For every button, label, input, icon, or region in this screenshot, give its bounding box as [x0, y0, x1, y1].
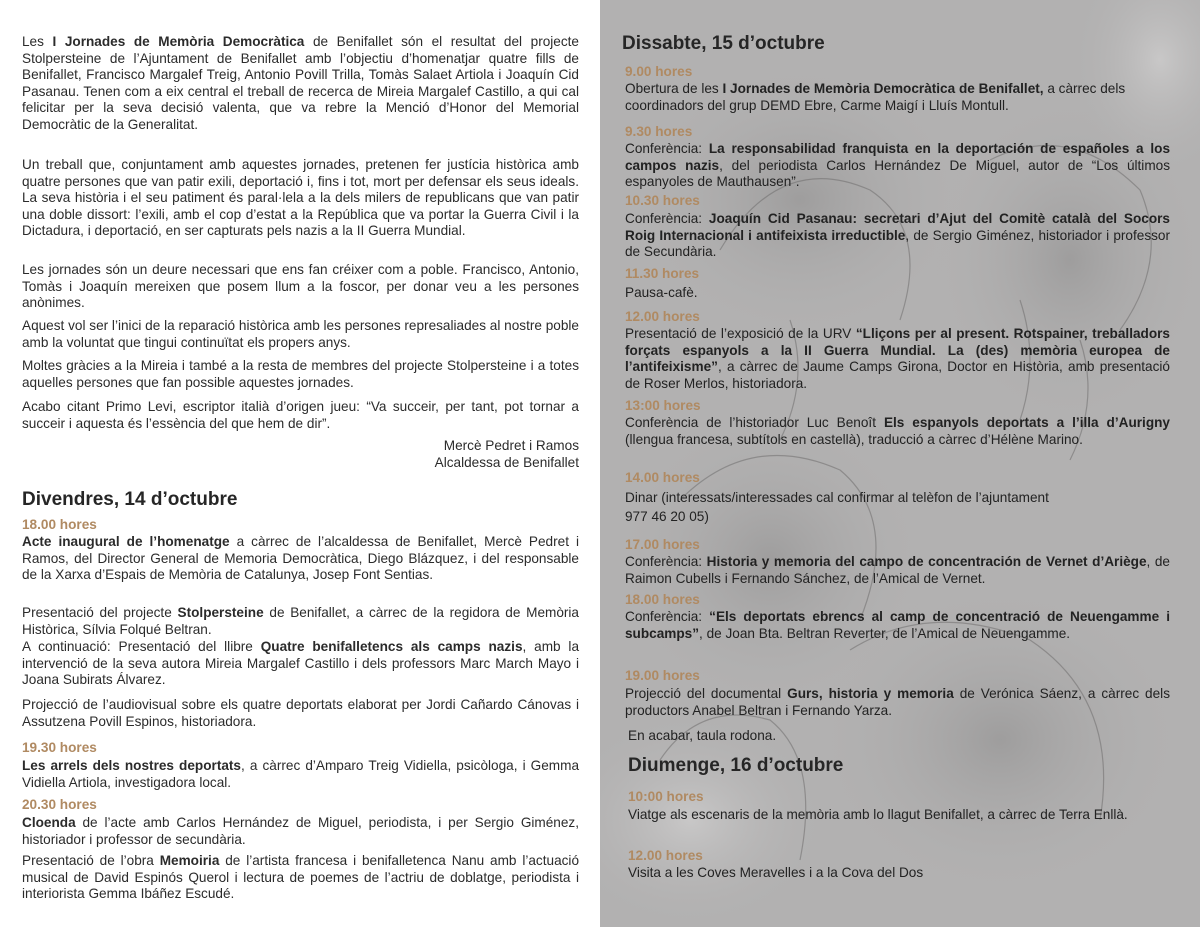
saturday-event-7: [625, 488, 1170, 526]
intro-paragraph-3: Les jornades són un deure necessari que ens fan créixer com a poble. Francisco, Antonio, Tomàs i Joaquín mereixen que posem llum a la foscor, per donar veu a les persones anònimes.: [22, 262, 579, 311]
friday-event-7: [22, 853, 579, 903]
event-text: , a càrrec d’Amparo Treig Vidiella, psicòloga, i Gemma Vidiella Artiola, investigadora local.: [22, 758, 580, 790]
friday-event-5: [22, 758, 579, 791]
event-title: Joaquín Cid Pasanau: secretari d’Ajut del Comitè català del Socors Roig Internacional i antifeixista irreductible: [625, 211, 1170, 243]
time-label: 12.00 hores: [625, 309, 700, 324]
event-text: Conferència:: [625, 554, 707, 569]
event-title: Acte inaugural de l’homenatge: [22, 534, 230, 549]
intro-paragraph-6: Acabo citant Primo Levi, escriptor italià d’origen jueu: “Va succeir, per tant, pot tornar a succeir i aquesta és l’essència del que hem de dir”.: [22, 399, 579, 431]
saturday-event-6: [625, 415, 1170, 448]
event-title: Gurs, historia y memoria: [787, 686, 954, 701]
event-text: de l’acte amb Carlos Hernández de Miguel, periodista, i per Sergio Giménez, historiador i professor de secundària.: [22, 815, 579, 847]
intro-text: Les: [22, 34, 53, 49]
event-text: , de Joan Bta. Beltran Reverter, de l’Amical de Neuengamme.: [699, 625, 1071, 641]
saturday-event-1: [625, 81, 1170, 114]
time-label: 14.00 hores: [625, 470, 700, 485]
time-label: 11.30 hores: [625, 266, 700, 281]
time-label: 10:00 hores: [628, 789, 704, 804]
event-title: I Jornades de Memòria Democràtica de Benifallet,: [722, 81, 1044, 96]
time-label: 19.30 hores: [22, 740, 97, 755]
saturday-event-5: [625, 326, 1170, 392]
event-text: a càrrec de l’alcaldessa de Benifallet, Mercè Pedret i Ramos, del Director General de Memoria Democràtica, Diego Blázquez, i del responsable de la Xarxa d’Espais de Memòria de Catalunya, Josep Font Sentias.: [22, 534, 580, 583]
signature-role: Alcaldessa de Benifallet: [434, 455, 579, 470]
saturday-event-10: [625, 686, 1170, 719]
sunday-heading: Diumenge, 16 d’octubre: [628, 755, 844, 776]
time-label: 9.00 hores: [625, 64, 693, 79]
event-title: Memoiria: [159, 853, 220, 868]
sketch-background-illustration: [600, 0, 1200, 927]
intro-paragraph-4: Aquest vol ser l’inici de la reparació històrica amb les persones represaliades al nostre poble amb la voluntat que tingui continuïtat els propers anys.: [22, 318, 579, 350]
saturday-heading: Dissabte, 15 d’octubre: [622, 33, 825, 54]
event-title: Historia y memoria del campo de concentración de Vernet d’Ariège: [706, 554, 1147, 569]
event-text: , de Raimon Cubells i Fernando Sánchez, de l’Amical de Vernet.: [625, 554, 1170, 586]
event-title: Cloenda: [22, 815, 76, 830]
time-label: 9.30 hores: [625, 124, 693, 139]
sunday-event-1: Viatge als escenaris de la memòria amb lo llagut Benifallet, a càrrec de Terra Enllà.: [628, 807, 1128, 822]
saturday-event-2: [625, 141, 1170, 191]
event-title: Les arrels dels nostres deportats: [22, 758, 241, 773]
time-label: 12.00 hores: [628, 848, 703, 863]
friday-heading: Divendres, 14 d’octubre: [22, 489, 238, 510]
saturday-event-3: [625, 211, 1170, 261]
intro-text: de Benifallet són el resultat del projecte Stolpersteine de l’Ajuntament de Benifallet amb l’objectiu d’homenatjar quatre fills de Benifallet, Francisco Margalef Treig, Antonio Povill Trilla, Tomàs Salaet Artiola i Joaquín Cid Pasanau. Tenen com a eix central el treball de recerca de Mireia Margalef Castillo, a qui cal felicitar per la seva decisió valenta, que va rebre la Menció d’Honor del Memorial Democràtic de la Generalitat.: [22, 34, 579, 132]
event-text: de l’artista francesa i benifalletenca Nanu amb l’actuació musical de David Espinós Querol i lectura de poemes de l’actriu de doblatge, periodista i interiorista Gemma Ibáñez Escudé.: [22, 853, 580, 902]
friday-event-1: [22, 534, 579, 584]
signature-name: Mercè Pedret i Ramos: [443, 438, 579, 453]
event-text: Presentació de l’exposició de la URV: [625, 326, 856, 341]
event-title: “Lliçons per al present. Rotspainer, treballadors forçats espanyols a la II Guerra Mundial. La (des) memòria europea de l’antifeixisme”: [625, 326, 1170, 375]
time-label: 13:00 hores: [625, 398, 701, 413]
event-text: A continuació: Presentació del llibre: [22, 639, 261, 654]
friday-event-2: [22, 605, 579, 638]
event-text: de Benifallet, a càrrec de la regidora de Memòria Històrica, Sílvia Folqué Beltran.: [22, 605, 579, 637]
intro-paragraph-5: Moltes gràcies a la Mireia i també a la resta de membres del projecte Stolpersteine i a totes aquelles persones que fan possible aquestes jornades.: [22, 358, 579, 390]
event-text: Presentació de l’obra: [22, 853, 160, 868]
event-title: Els espanyols deportats a l’illa d’Aurigny: [883, 415, 1170, 430]
saturday-event-11: En acabar, taula rodona.: [628, 728, 777, 743]
event-text: Obertura de les: [625, 81, 723, 96]
event-title: La responsabilidad franquista en la deportación de españoles a los campos nazis: [625, 141, 1171, 173]
time-label: 18.00 hores: [22, 517, 97, 532]
intro-paragraph-1: [22, 34, 579, 134]
time-label: 10.30 hores: [625, 193, 700, 208]
friday-event-3: [22, 639, 579, 689]
event-title: Quatre benifalletencs als camps nazis: [260, 639, 523, 654]
time-label: 17.00 hores: [625, 537, 700, 552]
event-text: , del periodista Carlos Hernández De Miguel, autor de “Los últimos espanyoles de Mauthausen”.: [625, 157, 1170, 190]
event-text: Conferència:: [625, 609, 710, 624]
time-label: 19.00 hores: [625, 668, 700, 683]
event-title: Stolpersteine: [177, 605, 264, 620]
right-panel: [600, 0, 1200, 927]
friday-event-4: Projecció de l’audiovisual sobre els quatre deportats elaborat per Jordi Cañardo Cánovas i Assutzena Povill Espinos, historiadora.: [22, 697, 579, 729]
event-text: , de Sergio Giménez, historiador i professor de Secundària.: [625, 227, 1170, 260]
event-text: , a càrrec de Jaume Camps Girona, Doctor en Història, amb presentació de Roser Merlos, historiadora.: [625, 359, 1170, 391]
event-text: , amb la intervenció de la seva autora Mireia Margalef Castillo i dels professors Marc March Mayo i Joana Subirats Álvarez.: [22, 639, 579, 688]
time-label: 18.00 hores: [625, 592, 700, 607]
intro-paragraph-2: Un treball que, conjuntament amb aquestes jornades, pretenen fer justícia històrica amb quatre persones que van patir exili, deportació i, fins i tot, mort per defensar els seus ideals. La seva història i el seu patiment és paral·lela a la dels milers de republicans que van patir una doble dissort: l’exili, amb el cop d’estat a la República que va portar la Guerra Civil i la Dictadura, i deportació, en ser capturats pels nazis a la II Guerra Mundial.: [22, 157, 579, 239]
saturday-event-9: [625, 609, 1170, 642]
event-text: de Verónica Sáenz, a càrrec dels productors Anabel Beltran i Fernando Yarza.: [625, 686, 1170, 718]
time-label: 20.30 hores: [22, 797, 97, 812]
event-text: Presentació del projecte: [22, 605, 178, 620]
sunday-event-2: Visita a les Coves Meravelles i a la Cova del Dos: [628, 865, 924, 880]
phone-number: 977 46 20 05): [625, 509, 709, 524]
event-text: Conferència:: [625, 141, 709, 156]
event-name: I Jornades de Memòria Democràtica: [52, 34, 305, 49]
event-text: Projecció del documental: [625, 686, 788, 701]
event-text: Dinar (interessats/interessades cal confirmar al telèfon de l’ajuntament: [625, 490, 1049, 505]
event-title: “Els deportats ebrencs al camp de concentració de Neuengamme i subcamps”: [625, 609, 1170, 641]
event-text: a càrrec dels coordinadors del grup DEMD Ebre, Carme Maigí i Lluís Montull.: [625, 81, 1126, 113]
event-text: (llengua francesa, subtítols en castellà), traducció a càrrec d’Hélène Marino.: [625, 431, 1083, 447]
friday-event-6: [22, 815, 579, 848]
saturday-event-8: [625, 554, 1170, 587]
signature: [300, 437, 579, 471]
saturday-event-4: Pausa-cafè.: [625, 285, 698, 300]
event-text: Conferència de l’historiador Luc Benoît: [625, 415, 884, 430]
event-text: Conferència:: [625, 211, 709, 226]
